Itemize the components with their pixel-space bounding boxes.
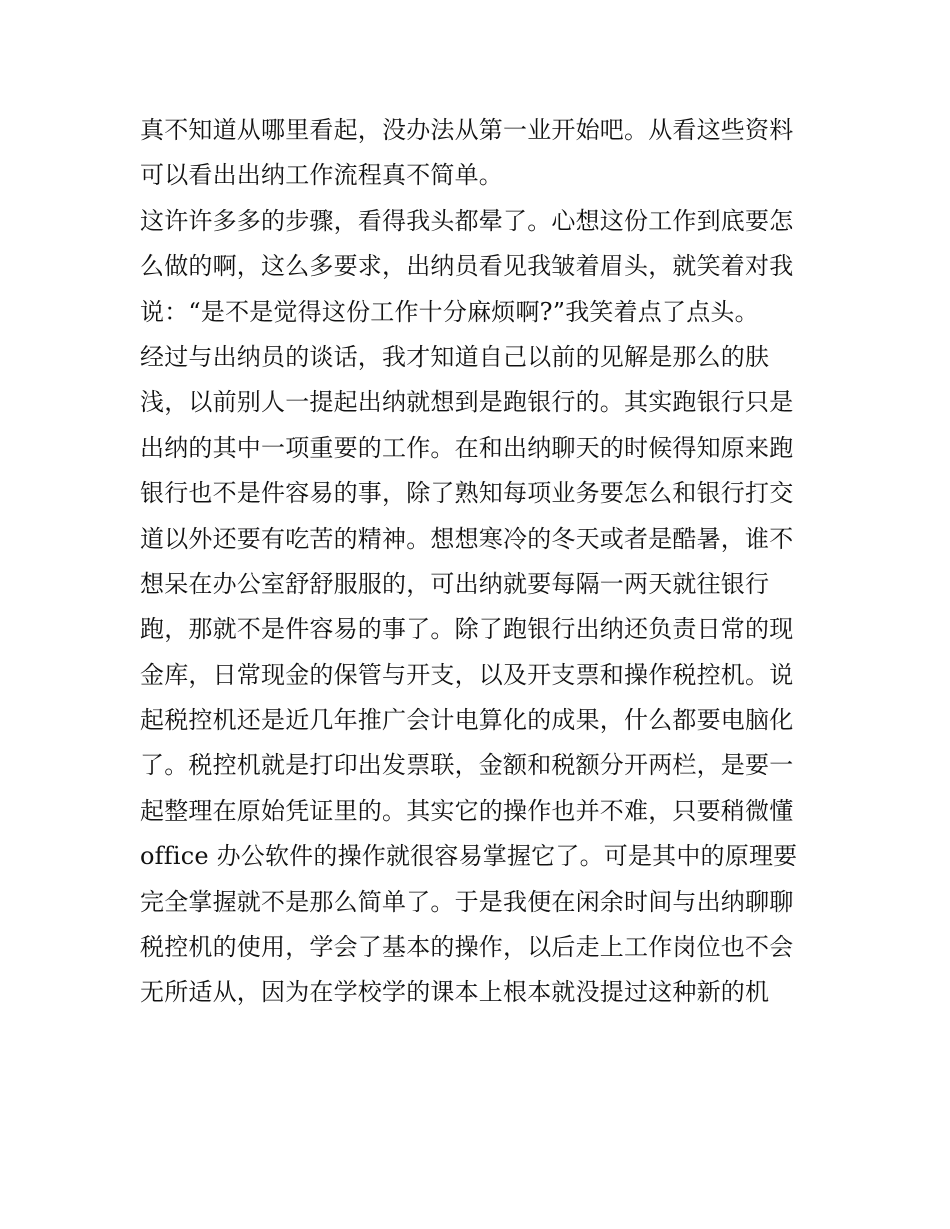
text-line: 真不知道从哪里看起，没办法从第一业开始吧。从看这些资料 [140,116,794,144]
text-line: 经过与出纳员的谈话，我才知道自己以前的见解是那么的肤 [140,342,770,371]
text-line: 起税控机还是近几年推广会计电算化的成果，什么都要电脑化 [140,706,794,735]
text-line: 可以看出出纳工作流程真不简单。 [140,161,503,190]
text-line: 无所适从，因为在学校学的课本上根本就没提过这种新的机 [140,978,770,1007]
text-line: 金库，日常现金的保管与开支，以及开支票和操作税控机。说 [140,660,794,689]
text-line: office 办公软件的操作就很容易掌握它了。可是其中的原理要 [140,842,798,871]
text-line: 税控机的使用，学会了基本的操作，以后走上工作岗位也不会 [140,933,794,962]
text-line: 说：“是不是觉得这份工作十分麻烦啊?”我笑着点了点头。 [140,297,759,326]
text-line: 想呆在办公室舒舒服服的，可出纳就要每隔一两天就往银行 [140,569,770,598]
text-line: 起整理在原始凭证里的。其实它的操作也并不难，只要稍微懂 [140,796,794,825]
text-line: 道以外还要有吃苦的精神。想想寒冷的冬天或者是酷暑，谁不 [140,524,794,553]
text-line: 浅，以前别人一提起出纳就想到是跑银行的。其实跑银行只是 [140,388,794,417]
text-line: 出纳的其中一项重要的工作。在和出纳聊天的时候得知原来跑 [140,433,794,462]
text-line: 银行也不是件容易的事，除了熟知每项业务要怎么和银行打交 [140,479,794,508]
text-line: 完全掌握就不是那么简单了。于是我便在闲余时间与出纳聊聊 [140,887,794,916]
text-line: 这许许多多的步骤，看得我头都晕了。心想这份工作到底要怎 [140,206,794,235]
text-line: 么做的啊，这么多要求，出纳员看见我皱着眉头，就笑着对我 [140,252,794,281]
text-line: 了。税控机就是打印出发票联，金额和税额分开两栏，是要一 [140,751,794,780]
text-line: 跑，那就不是件容易的事了。除了跑银行出纳还负责日常的现 [140,615,794,644]
body-text [140,108,820,1016]
